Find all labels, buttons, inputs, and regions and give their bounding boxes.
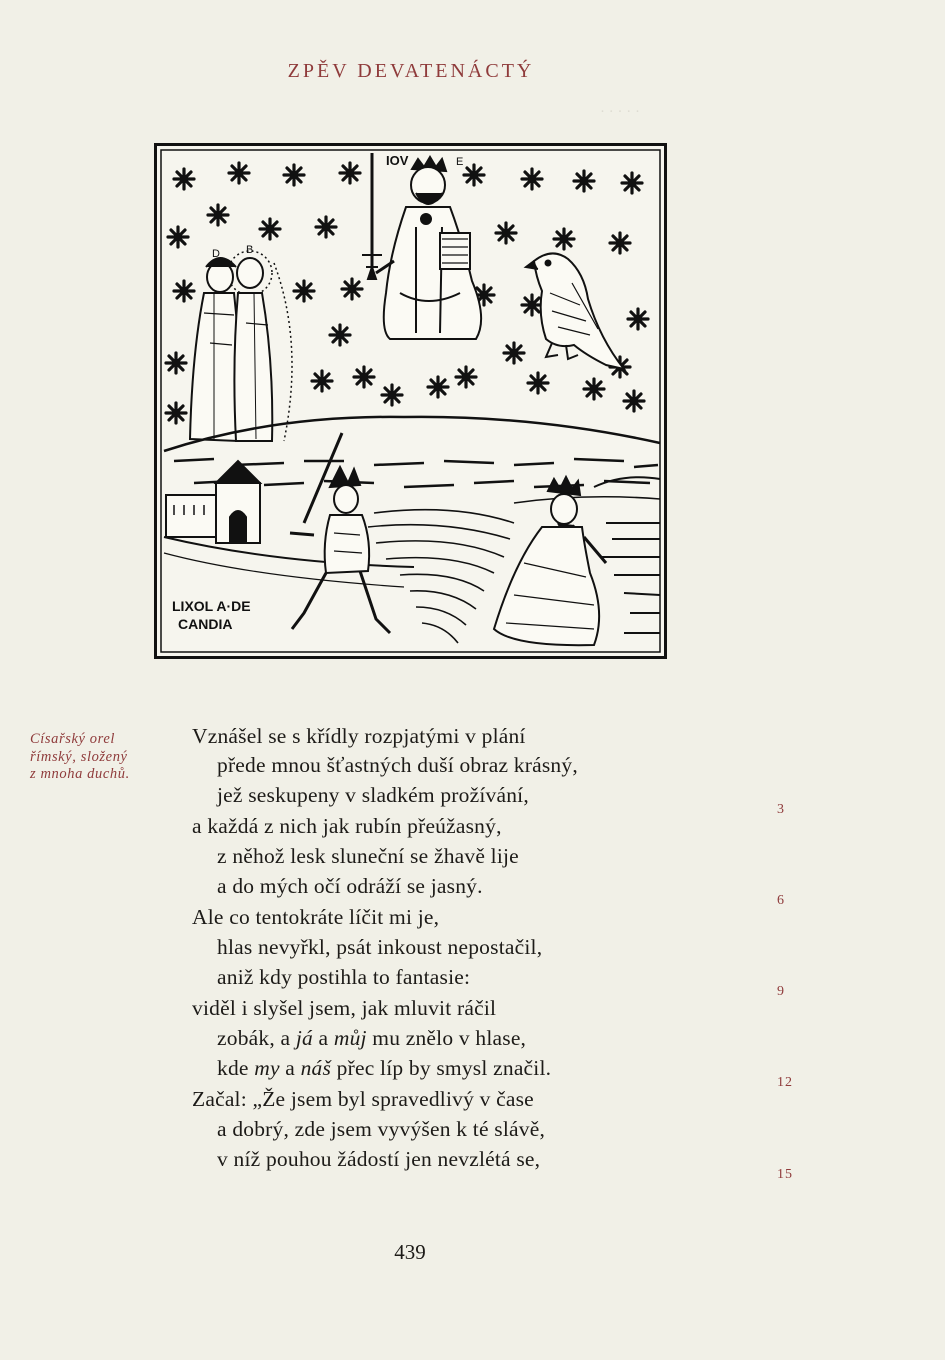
- verse-line: a dobrý, zde jsem vyvýšen k té slávě,: [217, 1117, 546, 1141]
- woodcut-caption-line1: LIXOL A·DE: [172, 598, 251, 614]
- woodcut-label-d: D: [212, 248, 220, 260]
- running-head: ZPĚV DEVATENÁCTÝ: [287, 60, 535, 82]
- gloss-line: římský, složený: [30, 748, 128, 765]
- woodcut-caption-line2: CANDIA: [178, 616, 233, 632]
- verse-line: kde my a náš přec líp by smysl značil.: [217, 1056, 552, 1080]
- woodcut-illustration: [154, 143, 667, 659]
- line-number: 9: [777, 984, 785, 999]
- gloss-line: Císařský orel: [30, 731, 115, 747]
- woodcut-label-b: B: [246, 244, 254, 256]
- verse-line: Vznášel se s křídly rozpjatými v plání: [192, 724, 526, 748]
- line-number: 3: [777, 802, 785, 817]
- verse-line: Ale co tentokráte líčit mi je,: [192, 905, 440, 929]
- woodcut-label-e: E: [456, 156, 464, 168]
- line-number: 12: [777, 1075, 793, 1090]
- verse-line: hlas nevyřkl, psát inkoust nepostačil,: [217, 935, 543, 959]
- woodcut-label-iov: IOV: [386, 153, 409, 168]
- verse-line: aniž kdy postihla to fantasie:: [217, 965, 471, 989]
- verse-line: v níž pouhou žádostí jen nevzlétá se,: [217, 1147, 541, 1171]
- show-through-text: · · · · ·: [600, 104, 640, 120]
- verse-line: a do mých očí odráží se jasný.: [217, 874, 483, 898]
- verse-line: a každá z nich jak rubín přeúžasný,: [192, 814, 502, 838]
- verse-line: z něhož lesk sluneční se žhavě lije: [217, 844, 519, 868]
- line-number: 15: [777, 1167, 793, 1182]
- gloss-line: z mnoha duchů.: [30, 766, 130, 782]
- margin-gloss: [30, 731, 170, 784]
- verse-line: zobák, a já a můj mu znělo v hlase,: [217, 1026, 527, 1050]
- verse-line: přede mnou šťastných duší obraz krásný,: [217, 753, 578, 777]
- verse-line: jež seskupeny v sladkém prožívání,: [217, 783, 529, 807]
- verse-line: viděl i slyšel jsem, jak mluvit ráčil: [192, 996, 497, 1020]
- verse-line: Začal: „Že jsem byl spravedlivý v čase: [192, 1087, 534, 1111]
- line-number: 6: [777, 893, 785, 908]
- page-number: 439: [394, 1240, 426, 1264]
